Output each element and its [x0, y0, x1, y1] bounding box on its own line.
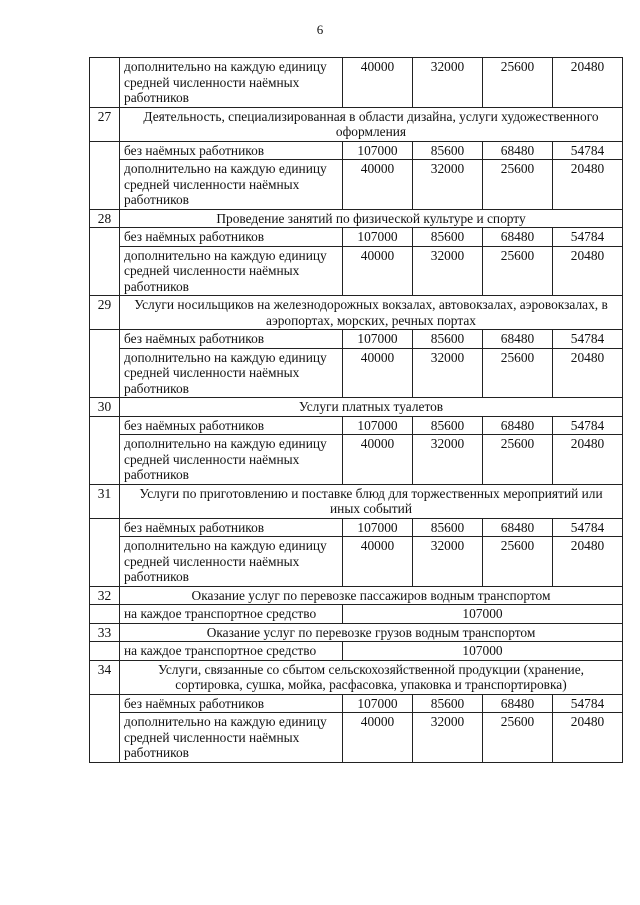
- value-cell: 85600: [413, 141, 483, 160]
- row-description: без наёмных работников: [120, 694, 343, 713]
- value-cell: 54784: [553, 518, 623, 537]
- value-cell: 107000: [343, 605, 623, 624]
- value-cell: 54784: [553, 228, 623, 247]
- value-cell: 85600: [413, 416, 483, 435]
- row-description: дополнительно на каждую единицу средней численности наёмных работников: [120, 348, 343, 398]
- value-cell: 107000: [343, 330, 413, 349]
- row-description: на каждое транспортное средство: [120, 642, 343, 661]
- row-description: без наёмных работников: [120, 228, 343, 247]
- row-description: дополнительно на каждую единицу средней численности наёмных работников: [120, 58, 343, 108]
- value-cell: 85600: [413, 330, 483, 349]
- row-description: на каждое транспортное средство: [120, 605, 343, 624]
- section-title: Услуги, связанные со сбытом сельскохозяйственной продукции (хранение, сортировка, сушка, мойка, расфасовка, упаковка и транспортировка): [120, 660, 623, 694]
- row-description: без наёмных работников: [120, 141, 343, 160]
- row-number-cell: [90, 642, 120, 661]
- section-number: 27: [90, 107, 120, 141]
- table-row: [90, 58, 623, 108]
- value-cell: 107000: [343, 416, 413, 435]
- value-cell: 20480: [553, 713, 623, 763]
- value-cell: 107000: [343, 141, 413, 160]
- section-header-row: [90, 623, 623, 642]
- row-number-cell: [90, 416, 120, 484]
- section-title: Услуги платных туалетов: [120, 398, 623, 417]
- value-cell: 107000: [343, 518, 413, 537]
- table-row: [90, 141, 623, 160]
- value-cell: 68480: [483, 330, 553, 349]
- section-number: 30: [90, 398, 120, 417]
- value-cell: 54784: [553, 330, 623, 349]
- section-number: 34: [90, 660, 120, 694]
- section-number: 29: [90, 296, 120, 330]
- section-number: 32: [90, 586, 120, 605]
- section-header-row: [90, 660, 623, 694]
- row-description: дополнительно на каждую единицу средней численности наёмных работников: [120, 713, 343, 763]
- table-row: [90, 228, 623, 247]
- value-cell: 32000: [413, 348, 483, 398]
- value-cell: 107000: [343, 228, 413, 247]
- value-cell: 85600: [413, 228, 483, 247]
- value-cell: 85600: [413, 694, 483, 713]
- row-number-cell: [90, 605, 120, 624]
- section-header-row: [90, 107, 623, 141]
- section-title: Оказание услуг по перевозке грузов водным транспортом: [120, 623, 623, 642]
- value-cell: 20480: [553, 537, 623, 587]
- row-description: без наёмных работников: [120, 416, 343, 435]
- value-cell: 54784: [553, 694, 623, 713]
- table-row: [90, 518, 623, 537]
- value-cell: 40000: [343, 58, 413, 108]
- row-description: дополнительно на каждую единицу средней численности наёмных работников: [120, 246, 343, 296]
- value-cell: 32000: [413, 246, 483, 296]
- value-cell: 40000: [343, 435, 413, 485]
- value-cell: 32000: [413, 713, 483, 763]
- section-header-row: [90, 484, 623, 518]
- value-cell: 32000: [413, 537, 483, 587]
- row-description: дополнительно на каждую единицу средней численности наёмных работников: [120, 160, 343, 210]
- section-header-row: [90, 296, 623, 330]
- value-cell: 25600: [483, 435, 553, 485]
- table-row: [90, 330, 623, 349]
- value-cell: 107000: [343, 694, 413, 713]
- table-row: [90, 246, 623, 296]
- value-cell: 68480: [483, 141, 553, 160]
- tariff-table: [89, 57, 623, 763]
- table-row: [90, 713, 623, 763]
- value-cell: 25600: [483, 348, 553, 398]
- row-number-cell: [90, 518, 120, 586]
- value-cell: 68480: [483, 518, 553, 537]
- row-description: дополнительно на каждую единицу средней численности наёмных работников: [120, 537, 343, 587]
- section-header-row: [90, 209, 623, 228]
- value-cell: 40000: [343, 537, 413, 587]
- row-number-cell: [90, 58, 120, 108]
- table-row: [90, 694, 623, 713]
- section-header-row: [90, 398, 623, 417]
- value-cell: 20480: [553, 348, 623, 398]
- value-cell: 20480: [553, 246, 623, 296]
- section-title: Оказание услуг по перевозке пассажиров водным транспортом: [120, 586, 623, 605]
- value-cell: 25600: [483, 246, 553, 296]
- section-number: 28: [90, 209, 120, 228]
- value-cell: 32000: [413, 58, 483, 108]
- value-cell: 54784: [553, 416, 623, 435]
- value-cell: 107000: [343, 642, 623, 661]
- row-description: без наёмных работников: [120, 330, 343, 349]
- value-cell: 25600: [483, 713, 553, 763]
- value-cell: 68480: [483, 228, 553, 247]
- table-row: [90, 642, 623, 661]
- table-row: [90, 348, 623, 398]
- value-cell: 68480: [483, 416, 553, 435]
- value-cell: 25600: [483, 537, 553, 587]
- value-cell: 40000: [343, 713, 413, 763]
- value-cell: 68480: [483, 694, 553, 713]
- row-number-cell: [90, 694, 120, 762]
- value-cell: 20480: [553, 160, 623, 210]
- row-number-cell: [90, 330, 120, 398]
- value-cell: 40000: [343, 160, 413, 210]
- value-cell: 32000: [413, 435, 483, 485]
- value-cell: 54784: [553, 141, 623, 160]
- table-row: [90, 435, 623, 485]
- page-number: 6: [316, 22, 324, 37]
- row-description: без наёмных работников: [120, 518, 343, 537]
- value-cell: 20480: [553, 435, 623, 485]
- section-number: 33: [90, 623, 120, 642]
- section-title: Услуги носильщиков на железнодорожных вокзалах, автовокзалах, аэровокзалах, в аэропортах, морских, речных портах: [120, 296, 623, 330]
- value-cell: 40000: [343, 348, 413, 398]
- row-number-cell: [90, 141, 120, 209]
- value-cell: 85600: [413, 518, 483, 537]
- value-cell: 25600: [483, 160, 553, 210]
- table-row: [90, 537, 623, 587]
- row-description: дополнительно на каждую единицу средней численности наёмных работников: [120, 435, 343, 485]
- section-title: Деятельность, специализированная в области дизайна, услуги художественного оформления: [120, 107, 623, 141]
- value-cell: 40000: [343, 246, 413, 296]
- table-row: [90, 160, 623, 210]
- value-cell: 32000: [413, 160, 483, 210]
- value-cell: 25600: [483, 58, 553, 108]
- section-header-row: [90, 586, 623, 605]
- row-number-cell: [90, 228, 120, 296]
- table-row: [90, 605, 623, 624]
- value-cell: 20480: [553, 58, 623, 108]
- section-title: Услуги по приготовлению и поставке блюд для торжественных мероприятий или иных событий: [120, 484, 623, 518]
- table-row: [90, 416, 623, 435]
- section-title: Проведение занятий по физической культуре и спорту: [120, 209, 623, 228]
- section-number: 31: [90, 484, 120, 518]
